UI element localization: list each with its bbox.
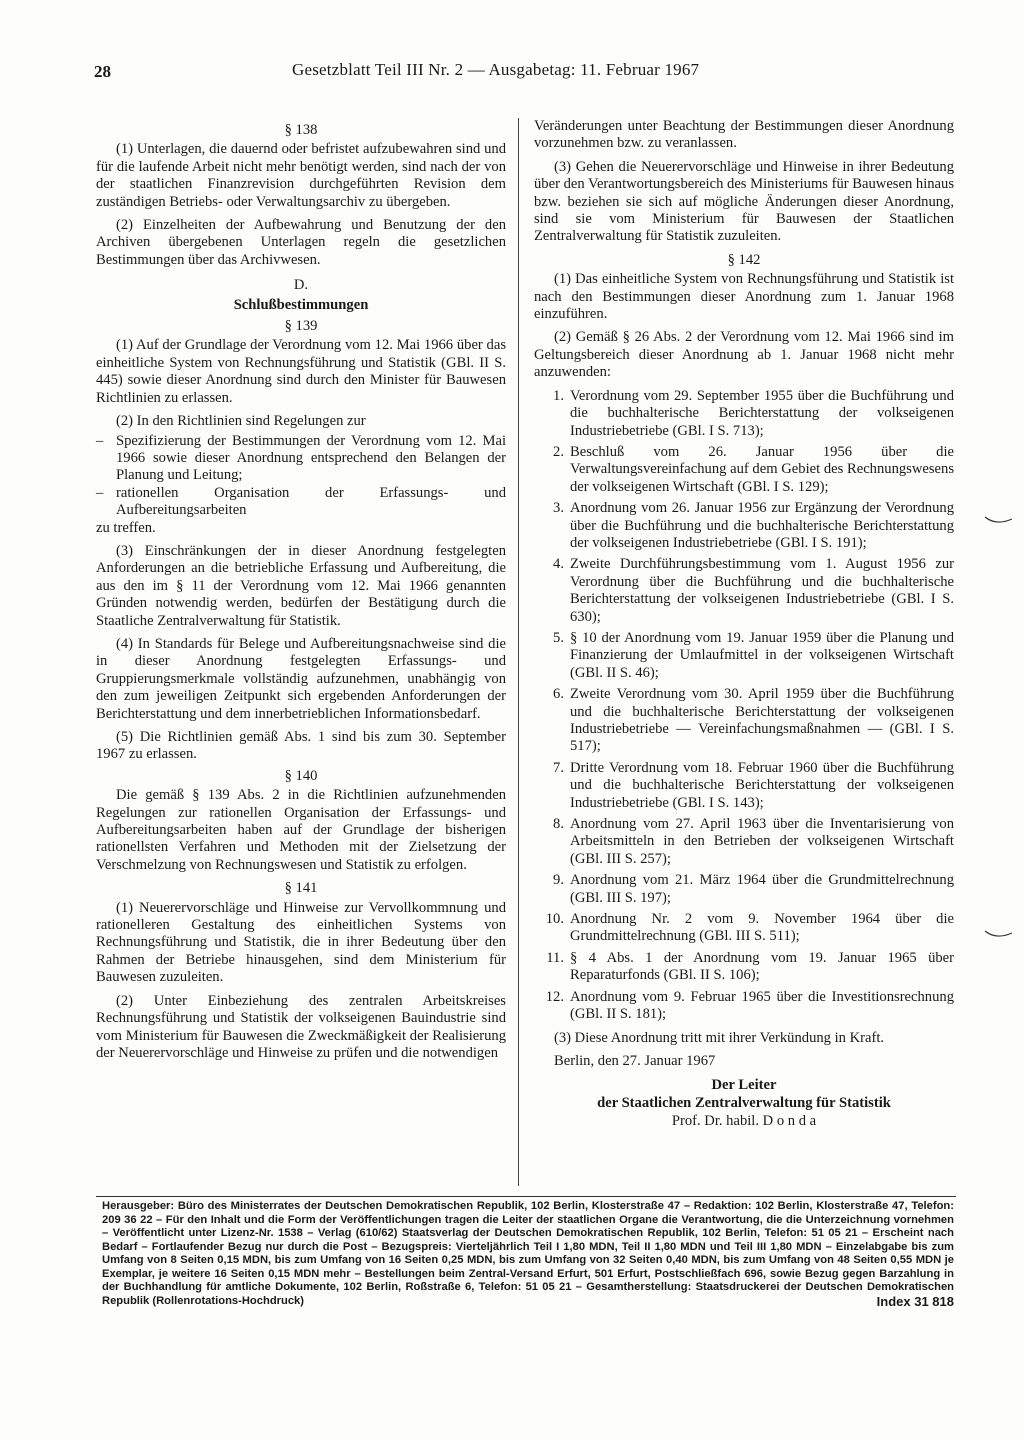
paragraph: (3) Einschränkungen der in dieser Anordnung festgelegten Anforderungen an die betriebliche Erfassung und Aufbereitung, die aus den im § 11 der Verordnung vom 12. Mai 1966 genannten Gründen notwendig werden, bedürfen der Bestätigung durch die Staatliche Zentralverwaltung für Statistik. [96,542,506,629]
column-divider [518,118,519,1186]
right-column [534,118,954,1130]
item-number: 9. [553,872,564,889]
list-item [534,630,954,682]
section-heading: § 141 [284,880,318,897]
list-item [534,760,954,812]
list-item-text: Anordnung vom 27. April 1963 über die Inventarisierung von Arbeitsmitteln in den Betrieben der volkseigenen Wirtschaft (GBl. III S. 257); [570,816,954,867]
list-item [534,500,954,552]
list-item-text: rationellen Organisation der Erfassungs- und Aufbereitungsarbeiten [116,484,506,519]
paragraph: (5) Die Richtlinien gemäß Abs. 1 sind bis zum 30. September 1967 zu erlassen. [96,729,506,763]
footer-divider [96,1196,956,1197]
section-heading: § 139 [284,318,318,335]
list-item [534,686,954,756]
page-header [92,58,952,88]
section-heading: § 140 [284,767,318,784]
paragraph: Die gemäß § 139 Abs. 2 in die Richtlinien aufzunehmenden Regelungen zur rationellen Organisation der Erfassungs- und Aufbereitungsarbeiten haben auf der Grundlage der bisherigen rationellsten Verfahren und Methoden mit der Zielsetzung der Verschmelzung von Rechnungswesen und Statistik zu erfolgen. [96,787,506,873]
margin-mark [984,514,1014,526]
index-number: Index 31 818 [876,1294,954,1309]
section-heading: § 138 [284,122,318,138]
list-item [96,485,506,520]
list-item [534,950,954,985]
item-number: 8. [553,816,564,833]
margin-mark [984,928,1014,940]
list-item-text: Anordnung Nr. 2 vom 9. November 1964 über die Grundmittelrechnung (GBl. III S. 511); [570,911,954,945]
paragraph: (3) Gehen die Neuerervorschläge und Hinweise in ihrer Bedeutung über den Verantwortungsbereich des Ministeriums für Bauwesen hinaus bzw. beziehen sie sich auf mögliche Änderungen dieser Anordnung, sind sie vom Ministerium für Bauwesen der Staatlichen Zentralverwaltung für Statistik zuzuleiten. [534,158,955,245]
paragraph: (2) In den Richtlinien sind Regelungen zur [116,413,366,430]
date-line: Berlin, den 27. Januar 1967 [554,1052,716,1069]
paragraph: (2) Einzelheiten der Aufbewahrung und Benutzung der den Archiven übergebenen Unterlagen regeln die gesetzlichen Bestimmungen über das Archivwesen. [96,217,506,268]
paragraph: (1) Das einheitliche System von Rechnungsführung und Statistik ist nach den Bestimmungen dieser Anordnung zum 1. Januar 1968 einzuführen. [534,271,954,323]
paragraph: (1) Auf der Grundlage der Verordnung vom 12. Mai 1966 über das einheitliche System von Rechnungsführung und Statistik (GBl. II S. 445) sowie dieser Anordnung sind durch den Minister für Bauwesen Richtlinien zu erlassen. [96,337,506,406]
item-number: 7. [553,759,564,776]
signatory-name: Prof. Dr. habil. D o n d a [671,1113,817,1130]
list-item [534,989,954,1024]
paragraph: (2) Unter Einbeziehung des zentralen Arbeitskreises Rechnungsführung und Statistik der volkseigenen Bauindustrie sind vom Ministerium für Bauwesen die Zweckmäßigkeit der Realisierung der Neuerervorschläge und Hinweise zu prüfen und die notwendigen [96,992,506,1061]
list-item-text: Verordnung vom 29. September 1955 über die Buchführung und die buchhalterische Berichterstattung der volkseigenen Industriebetriebe (GBl. I S. 713); [570,387,954,439]
list-item [534,556,954,626]
item-number: 12. [545,988,564,1005]
list-item [534,911,954,946]
paragraph: (1) Unterlagen, die dauernd oder befristet aufzubewahren sind und für die laufende Arbeit nicht mehr benötigt werden, sind nach der von der staatlichen Finanzrevision durchgeführten Revision dem zuständigen Betriebs- oder Verwaltungsarchiv zu übergeben. [96,141,506,210]
left-column [96,118,506,1068]
list-item-text: Anordnung vom 21. März 1964 über die Grundmittelrechnung (GBl. III S. 197); [570,872,954,906]
item-number: 3. [553,500,564,517]
part-title: Schlußbestimmungen [233,296,369,313]
list-item [534,872,954,907]
list-item-text: Beschluß vom 26. Januar 1956 über die Verwaltungsvereinfachung auf dem Gebiet des Rechnungswesens der volkseigenen Wirtschaft (GBl. I S. 129); [570,443,954,495]
list-item-text: Anordnung vom 9. Februar 1965 über die Investitionsrechnung (GBl. II S. 181); [570,988,954,1023]
list-item-text: Dritte Verordnung vom 18. Februar 1960 über die Buchführung und die buchhalterische Berichterstattung der volkseigenen Industriebetriebe (GBl. I S. 143); [570,759,954,811]
list-item [96,433,506,485]
list-item-text: § 10 der Anordnung vom 19. Januar 1959 über die Planung und Finanzierung der Umlaufmittel in der volkseigenen Wirtschaft (GBl. II S. 46); [570,629,954,681]
item-number: 10. [545,911,564,928]
list-item-text: Spezifizierung der Bestimmungen der Verordnung vom 12. Mai 1966 sowie dieser Anordnung entsprechend den Belangen der Planung und Leitung; [116,432,506,484]
paragraph: (4) In Standards für Belege und Aufbereitungsnachweise sind die in dieser Anordnung festgelegten Erfassungs- und Gruppierungsmerkmale vollständig aufzunehmen, unabhängig von den zum jeweiligen Zeitpunkt sich ergebenden Anforderungen der Berichterstattung und dem innerbetrieblichen Informationsbedarf. [96,635,506,722]
dash-marker: – [96,432,104,449]
signatory-office: der Staatlichen Zentralverwaltung für Statistik [597,1095,891,1112]
list-item [534,388,954,440]
item-number: 2. [553,443,564,460]
paragraph: (2) Gemäß § 26 Abs. 2 der Verordnung vom 12. Mai 1966 sind im Geltungsbereich dieser Anordnung ab 1. Januar 1968 nicht mehr anzuwenden: [534,329,954,381]
list-item-text: Zweite Durchführungsbestimmung vom 1. August 1956 zur Verordnung über die Buchführung und die buchhalterische Berichterstattung der volkseigenen Industriebetriebe (GBl. I S. 630); [570,556,954,625]
signature-block [534,1076,954,1130]
part-label: D. [293,277,309,294]
list-item-text: Anordnung vom 26. Januar 1956 zur Ergänzung der Verordnung über die Buchführung und die buchhalterische Berichterstattung der volkseigenen Industriebetriebe (GBl. I S. 191); [570,500,954,551]
signatory-title: Der Leiter [711,1077,777,1094]
item-number: 6. [553,686,564,703]
item-number: 11. [546,949,564,966]
paragraph: (3) Diese Anordnung tritt mit ihrer Verkündung in Kraft. [554,1029,885,1046]
paragraph: Veränderungen unter Beachtung der Bestimmungen dieser Anordnung vorzunehmen bzw. zu veranlassen. [534,118,954,152]
item-number: 4. [553,556,564,573]
paragraph: (1) Neuerervorschläge und Hinweise zur Vervollkommnung und rationelleren Gestaltung des einheitlichen Systems von Rechnungsführung und Statistik, die in ihrer Bedeutung über den Rahmen der Betriebe hinausgehen, sind dem Ministerium für Bauwesen zuzuleiten. [96,899,506,986]
dash-marker: – [96,484,104,501]
imprint-text: Herausgeber: Büro des Ministerrates der Deutschen Demokratischen Republik, 102 Berlin, Klosterstraße 47 – Redaktion: 102 Berlin, Klosterstraße 47, Telefon: 209 36 22 – Für den Inhalt und die Form der Veröffentlichungen tragen die Leiter der staatlichen Organe die Verantwortung, die die Unterzeichnung vornehmen – Veröffentlicht unter Lizenz-Nr. 1538 – Verlag (610/62) Staatsverlag der Deutschen Demokratischen Republik, 102 Berlin, Telefon: 51 05 21 – Erscheint nach Bedarf – Fortlaufender Bezug nur durch die Post – Bezugspreis: Vierteljährlich Teil I 1,80 MDN, Teil II 1,80 MDN und Teil III 1,80 MDN – Einzelabgabe bis zum Umfang von 8 Seiten 0,15 MDN, bis zum Umfang von 16 Seiten 0,25 MDN, bis zum Umfang von 32 Seiten 0,40 MDN, bis zum Umfang von 48 Seiten 0,55 MDN je Exemplar, je weitere 16 Seiten 0,15 MDN mehr – Bestellungen beim Zentral-Versand Erfurt, 501 Erfurt, Postschließfach 696, sowie Bezug gegen Barzahlung in der Buchhandlung für amtliche Dokumente, 102 Berlin, Roßstraße 6, Telefon: 51 05 21 – Gesamtherstellung: Staatsdruckerei der Deutschen Demokratischen Republik (Rollenrotations-Hochdruck) [102,1200,954,1307]
item-number: 5. [553,629,564,646]
list-item-text: § 4 Abs. 1 der Anordnung vom 19. Januar 1965 über Reparaturfonds (GBl. II S. 106); [570,949,954,984]
list-item-text: Zweite Verordnung vom 30. April 1959 über die Buchführung und die buchhalterische Berichterstattung der volkseigenen Industriebetriebe — Vereinfachungsmaßnahmen — (GBl. I S. 517); [570,686,954,755]
list-item [534,444,954,496]
running-title: Gesetzblatt Teil III Nr. 2 — Ausgabetag: 11. Februar 1967 [292,60,700,79]
paragraph: zu treffen. [96,519,156,536]
list-item [534,816,954,868]
page-number: 28 [94,62,111,81]
section-heading: § 142 [727,251,761,268]
item-number: 1. [553,387,564,404]
